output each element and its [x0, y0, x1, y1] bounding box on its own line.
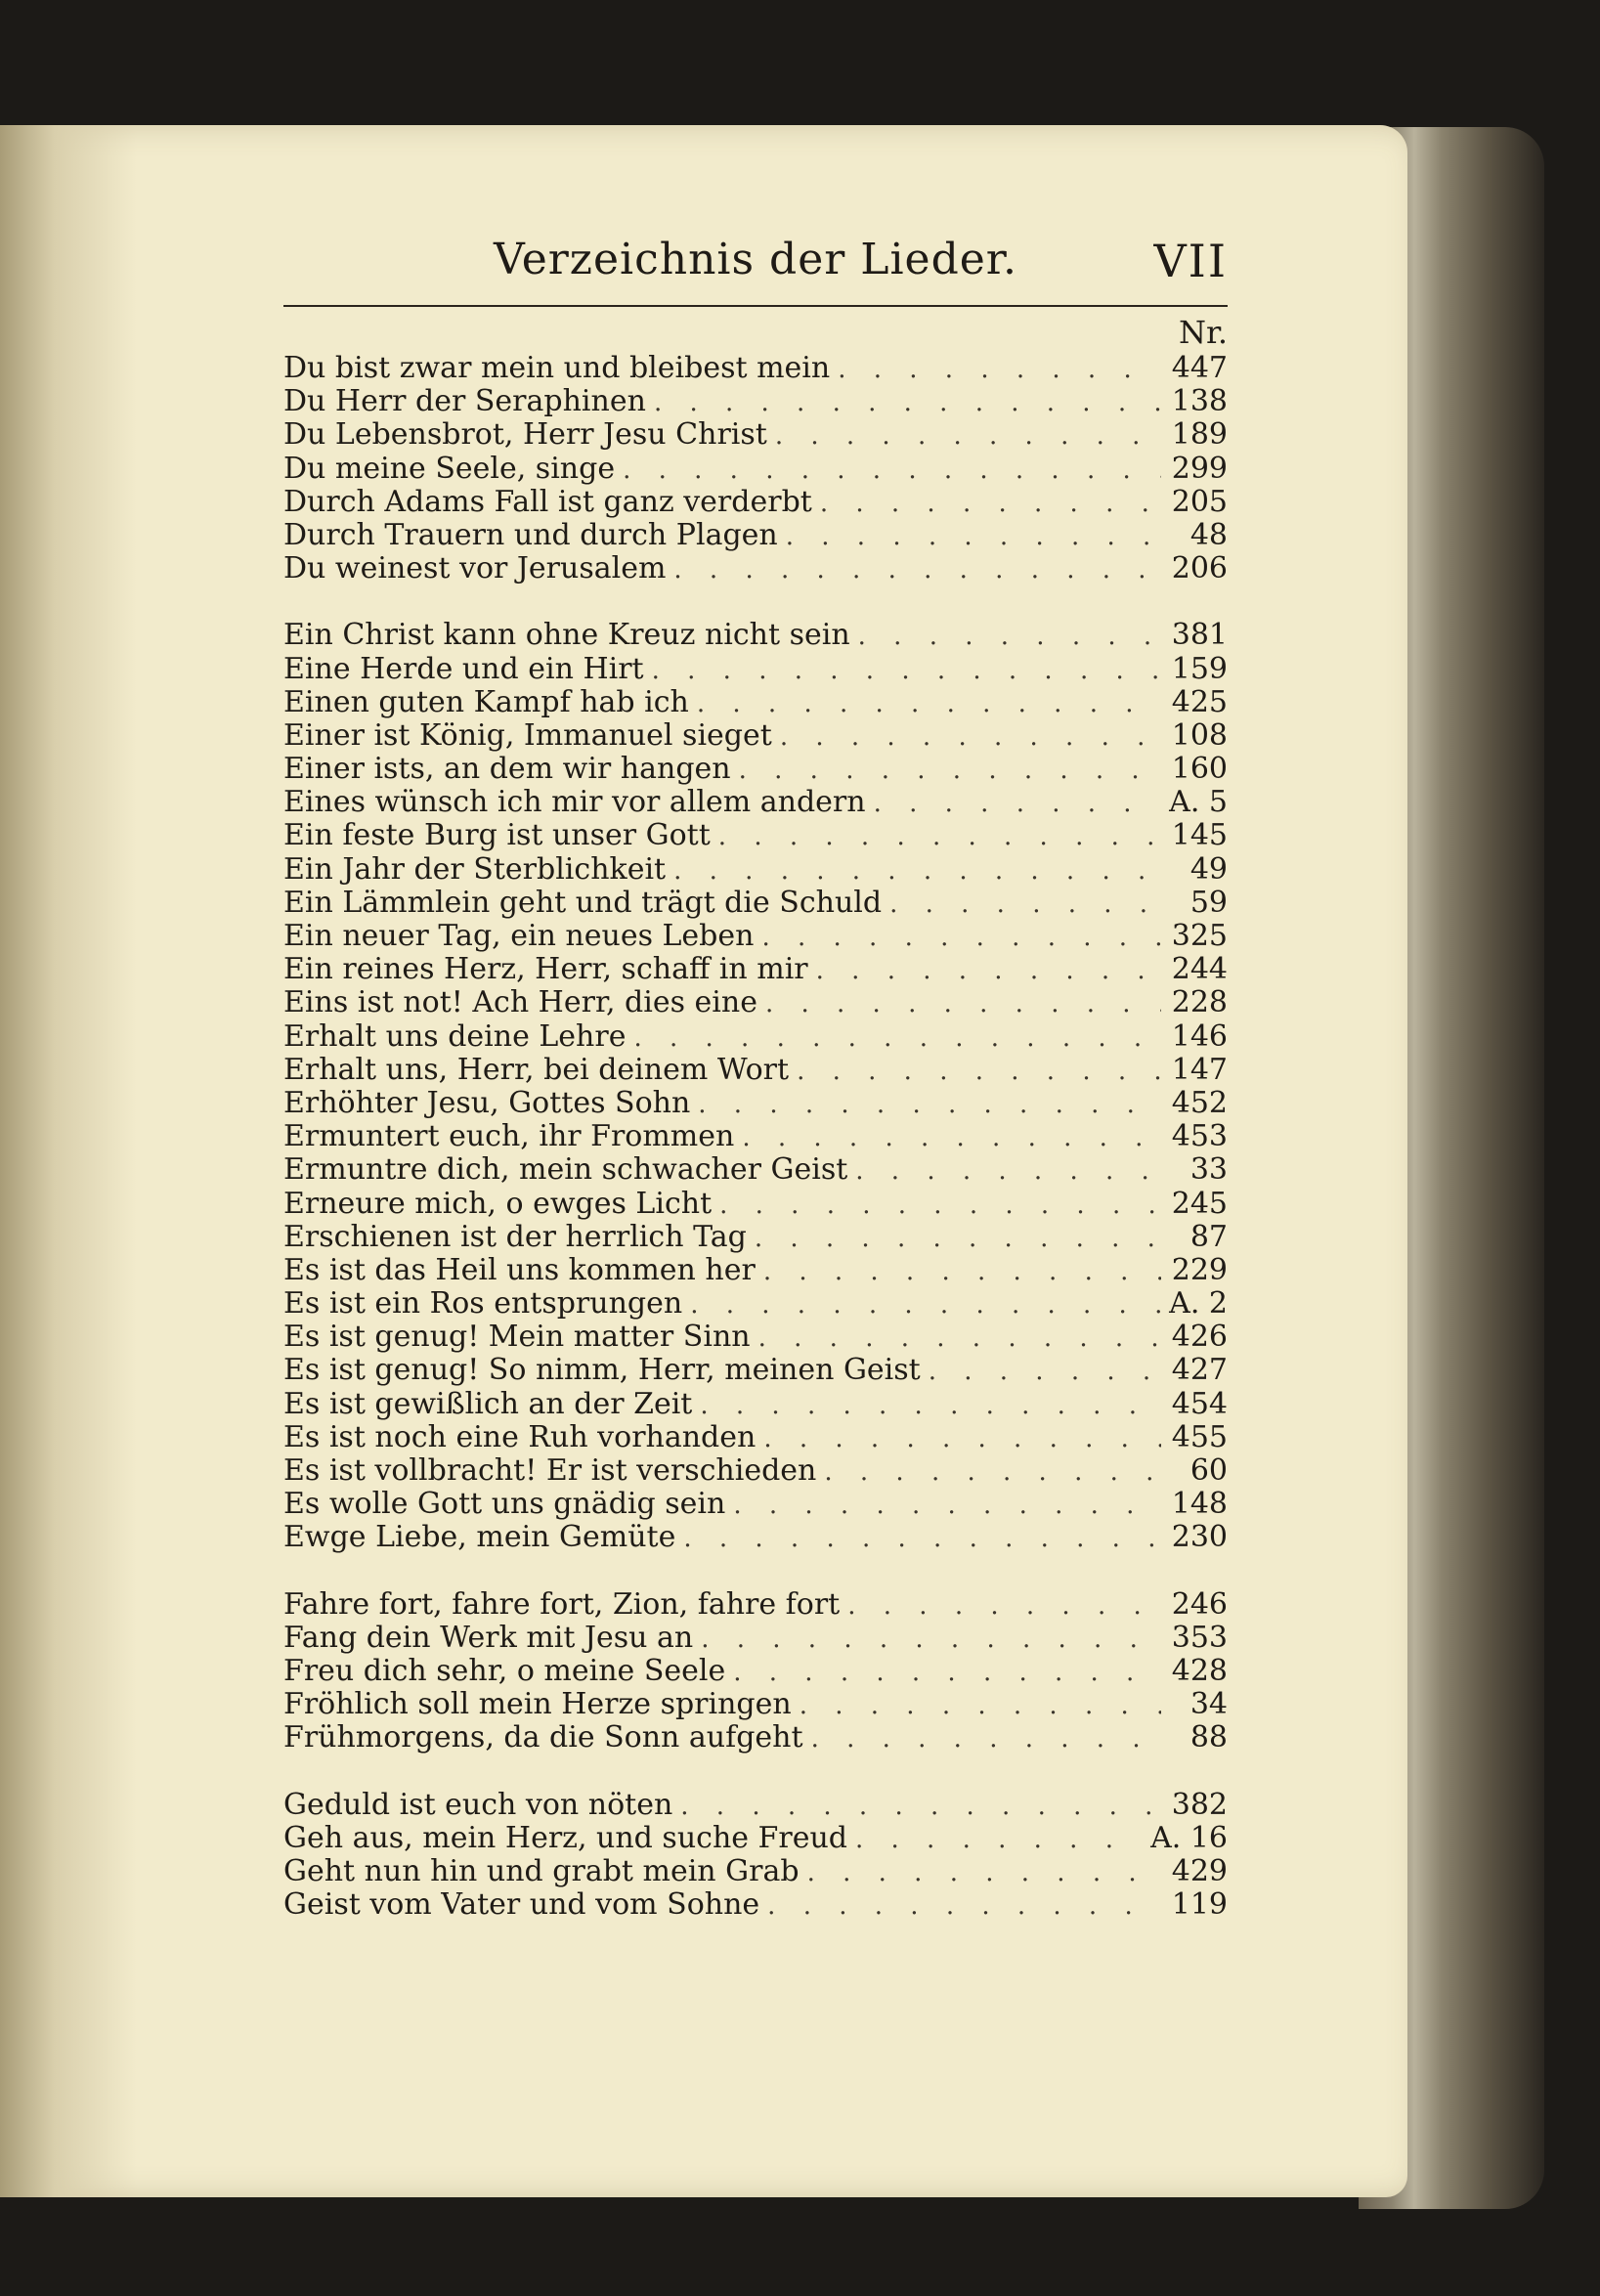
header-rule: [283, 305, 1228, 307]
song-title: Es ist gewißlich an der Zeit: [283, 1386, 693, 1421]
index-entry: [283, 1354, 1228, 1387]
song-title: Ein Jahr der Sterblichkeit: [283, 851, 667, 887]
index-entry: [283, 418, 1228, 452]
dot-leader: [652, 654, 1161, 687]
song-number: 60: [1189, 1453, 1228, 1488]
song-number: 33: [1189, 1152, 1228, 1188]
index-group: [283, 619, 1228, 1554]
dot-leader: [761, 921, 1161, 954]
song-number: 353: [1171, 1620, 1228, 1655]
song-title: Erhöhter Jesu, Gottes Sohn: [283, 1085, 691, 1120]
index-entry: [283, 1789, 1228, 1822]
index-entry: [283, 519, 1228, 552]
dot-leader: [733, 1656, 1161, 1689]
index-entry: [283, 1454, 1228, 1488]
dot-leader: [767, 1889, 1161, 1923]
song-number: 108: [1171, 717, 1228, 753]
dot-leader: [780, 720, 1161, 754]
song-number: 229: [1171, 1252, 1228, 1287]
dot-leader: [816, 954, 1161, 987]
dot-leader: [680, 1790, 1161, 1823]
song-number: 428: [1171, 1653, 1228, 1688]
dot-leader: [683, 1522, 1161, 1555]
index-entry: [283, 1655, 1228, 1688]
dot-leader: [623, 454, 1161, 487]
index-entry: [283, 1153, 1228, 1187]
song-number: 244: [1171, 952, 1228, 987]
song-title: Ein feste Burg ist unser Gott: [283, 818, 711, 853]
song-number: 427: [1171, 1353, 1228, 1388]
index-entry: [283, 385, 1228, 418]
dot-leader: [673, 854, 1161, 888]
dot-leader: [742, 1121, 1161, 1154]
running-header: [283, 235, 1228, 293]
song-number: 228: [1171, 985, 1228, 1020]
index-group: [283, 1588, 1228, 1755]
number-column-label: Nr.: [1179, 314, 1228, 351]
index-entry: [283, 887, 1228, 920]
index-entry: [283, 953, 1228, 986]
dot-leader: [718, 820, 1161, 853]
index-entry: [283, 1054, 1228, 1087]
index-entry: [283, 686, 1228, 719]
song-title: Geht nun hin und grabt mein Grab: [283, 1853, 800, 1888]
song-number: 205: [1171, 484, 1228, 519]
index-entry: [283, 1020, 1228, 1054]
dot-leader: [811, 1722, 1161, 1755]
dot-leader: [786, 520, 1161, 553]
index-entry: [283, 986, 1228, 1019]
index-entry: [283, 1688, 1228, 1721]
index-entry: [283, 352, 1228, 385]
dot-leader: [739, 754, 1161, 787]
index-entry: [283, 1822, 1228, 1855]
song-number: 159: [1171, 651, 1228, 686]
index-entry: [283, 486, 1228, 519]
index-entry: [283, 1421, 1228, 1454]
song-title: Ewge Liebe, mein Gemüte: [283, 1520, 676, 1555]
song-number: 34: [1189, 1687, 1228, 1722]
song-number: 148: [1171, 1487, 1228, 1522]
song-title: Es ist noch eine Ruh vorhanden: [283, 1419, 757, 1454]
index-entry: [283, 920, 1228, 953]
index-entry: [283, 719, 1228, 753]
index-entry: [283, 1287, 1228, 1321]
dot-leader: [838, 353, 1161, 386]
dot-leader: [690, 1288, 1161, 1321]
song-number: 453: [1171, 1119, 1228, 1154]
song-number: 325: [1171, 919, 1228, 953]
dot-leader: [701, 1623, 1161, 1656]
song-number: 119: [1171, 1887, 1228, 1923]
song-title: Es ist das Heil uns kommen her: [283, 1252, 756, 1287]
song-number: 59: [1189, 885, 1228, 920]
index-entry: [283, 1622, 1228, 1655]
song-title: Freu dich sehr, o meine Seele: [283, 1653, 726, 1688]
song-number: 429: [1171, 1853, 1228, 1888]
index-entry: [283, 1721, 1228, 1754]
song-title: Fang dein Werk mit Jesu an: [283, 1620, 694, 1655]
song-title: Einer ist König, Immanuel sieget: [283, 717, 772, 753]
song-title: Es ist ein Ros entsprungen: [283, 1286, 683, 1321]
dot-leader: [855, 1154, 1161, 1188]
song-title: Ein Christ kann ohne Kreuz nicht sein: [283, 618, 850, 653]
song-number: 426: [1171, 1320, 1228, 1355]
song-title: Ein Lämmlein geht und trägt die Schuld: [283, 885, 883, 920]
song-title: Du bist zwar mein und bleibest mein: [283, 351, 831, 385]
index-entry: [283, 1221, 1228, 1254]
song-title: Ein reines Herz, Herr, schaff in mir: [283, 952, 808, 987]
song-number: 147: [1171, 1052, 1228, 1087]
song-title: Du Herr der Seraphinen: [283, 384, 646, 419]
song-title: Fröhlich soll mein Herze springen: [283, 1687, 792, 1722]
dot-leader: [797, 1055, 1161, 1088]
song-number: 381: [1171, 618, 1228, 653]
dot-leader: [698, 1088, 1161, 1121]
dot-leader: [775, 419, 1161, 453]
song-title: Eines wünsch ich mir vor allem andern: [283, 785, 866, 820]
index-entry: [283, 653, 1228, 686]
song-title: Durch Trauern und durch Plagen: [283, 517, 778, 552]
song-title: Es ist vollbracht! Er ist verschieden: [283, 1453, 817, 1488]
index-entry: [283, 1087, 1228, 1120]
index-entry: [283, 1521, 1228, 1554]
song-title: Frühmorgens, da die Sonn aufgeht: [283, 1720, 803, 1755]
song-title: Einer ists, an dem wir hangen: [283, 752, 731, 787]
dot-leader: [858, 620, 1161, 653]
dot-leader: [765, 987, 1161, 1020]
index-entry: [283, 819, 1228, 852]
song-number: 146: [1171, 1018, 1228, 1054]
song-number: 87: [1189, 1219, 1228, 1254]
index-entry: [283, 1254, 1228, 1287]
dot-leader: [700, 1389, 1161, 1422]
index-group: [283, 352, 1228, 585]
index-entry: [283, 552, 1228, 585]
song-number: 206: [1171, 551, 1228, 586]
page-gutter-shadow: [0, 125, 137, 2197]
dot-leader: [874, 787, 1161, 820]
index-entry: [283, 1588, 1228, 1622]
dot-leader: [847, 1589, 1161, 1623]
dot-leader: [800, 1689, 1161, 1722]
song-title: Du meine Seele, singe: [283, 451, 616, 486]
song-title: Du weinest vor Jerusalem: [283, 551, 667, 586]
dot-leader: [824, 1455, 1161, 1489]
dot-leader: [807, 1856, 1161, 1889]
song-title: Ein neuer Tag, ein neues Leben: [283, 919, 755, 953]
song-title: Geduld ist euch von nöten: [283, 1787, 673, 1822]
dot-leader: [929, 1355, 1161, 1388]
song-number: 382: [1171, 1787, 1228, 1822]
index-entry: [283, 1120, 1228, 1153]
dot-leader: [633, 1021, 1161, 1055]
dot-leader: [763, 1255, 1161, 1288]
song-title: Erschienen ist der herrlich Tag: [283, 1219, 747, 1254]
song-number: A. 16: [1150, 1820, 1228, 1855]
song-number: 452: [1171, 1085, 1228, 1120]
index-entry: [283, 1488, 1228, 1521]
index-entry: [283, 1855, 1228, 1888]
dot-leader: [820, 487, 1161, 520]
song-number: 189: [1171, 417, 1228, 453]
index-group: [283, 1789, 1228, 1923]
dot-leader: [763, 1422, 1161, 1455]
song-number: A. 2: [1169, 1286, 1228, 1321]
song-number: 455: [1171, 1419, 1228, 1454]
song-title: Eins ist not! Ach Herr, dies eine: [283, 985, 757, 1020]
song-number: 447: [1171, 351, 1228, 385]
song-number: 138: [1171, 384, 1228, 419]
song-number: 88: [1189, 1720, 1228, 1755]
song-index-list: [283, 352, 1228, 1922]
song-number: A. 5: [1169, 785, 1228, 820]
index-entry: [283, 753, 1228, 786]
dot-leader: [719, 1189, 1161, 1222]
song-title: Erhalt uns, Herr, bei deinem Wort: [283, 1052, 790, 1087]
song-number: 145: [1171, 818, 1228, 853]
dot-leader: [889, 888, 1161, 921]
song-number: 160: [1171, 752, 1228, 787]
index-entry: [283, 853, 1228, 887]
song-title: Eine Herde und ein Hirt: [283, 651, 644, 686]
song-number: 425: [1171, 684, 1228, 719]
song-title: Geist vom Vater und vom Sohne: [283, 1887, 760, 1923]
song-number: 49: [1189, 851, 1228, 887]
index-entry: [283, 453, 1228, 486]
song-title: Geh aus, mein Herz, und suche Freud: [283, 1820, 847, 1855]
dot-leader: [697, 687, 1161, 720]
index-content: [283, 235, 1228, 1922]
page-number: VII: [1153, 235, 1228, 287]
song-title: Erhalt uns deine Lehre: [283, 1018, 627, 1054]
song-number: 245: [1171, 1186, 1228, 1221]
song-title: Einen guten Kampf hab ich: [283, 684, 689, 719]
dot-leader: [654, 386, 1161, 419]
song-title: Erneure mich, o ewges Licht: [283, 1186, 713, 1221]
index-entry: [283, 1321, 1228, 1354]
dot-leader: [673, 553, 1161, 586]
song-title: Es ist genug! Mein matter Sinn: [283, 1320, 751, 1355]
song-number: 48: [1189, 517, 1228, 552]
song-title: Es ist genug! So nimm, Herr, meinen Geist: [283, 1353, 921, 1388]
song-title: Fahre fort, fahre fort, Zion, fahre fort: [283, 1586, 841, 1622]
index-entry: [283, 1188, 1228, 1221]
song-number: 299: [1171, 451, 1228, 486]
song-number: 246: [1171, 1586, 1228, 1622]
dot-leader: [755, 1222, 1161, 1255]
index-entry: [283, 619, 1228, 652]
song-title: Es wolle Gott uns gnädig sein: [283, 1487, 726, 1522]
page-title: Verzeichnis der Lieder.: [493, 235, 1017, 284]
song-title: Durch Adams Fall ist ganz verderbt: [283, 484, 812, 519]
index-entry: [283, 1888, 1228, 1922]
song-number: 230: [1171, 1520, 1228, 1555]
dot-leader: [855, 1823, 1143, 1856]
song-title: Ermuntre dich, mein schwacher Geist: [283, 1152, 848, 1188]
dot-leader: [733, 1489, 1161, 1522]
song-title: Ermuntert euch, ihr Frommen: [283, 1119, 735, 1154]
song-title: Du Lebensbrot, Herr Jesu Christ: [283, 417, 767, 453]
song-number: 454: [1171, 1386, 1228, 1421]
dot-leader: [758, 1321, 1161, 1355]
index-entry: [283, 1388, 1228, 1421]
index-entry: [283, 786, 1228, 819]
